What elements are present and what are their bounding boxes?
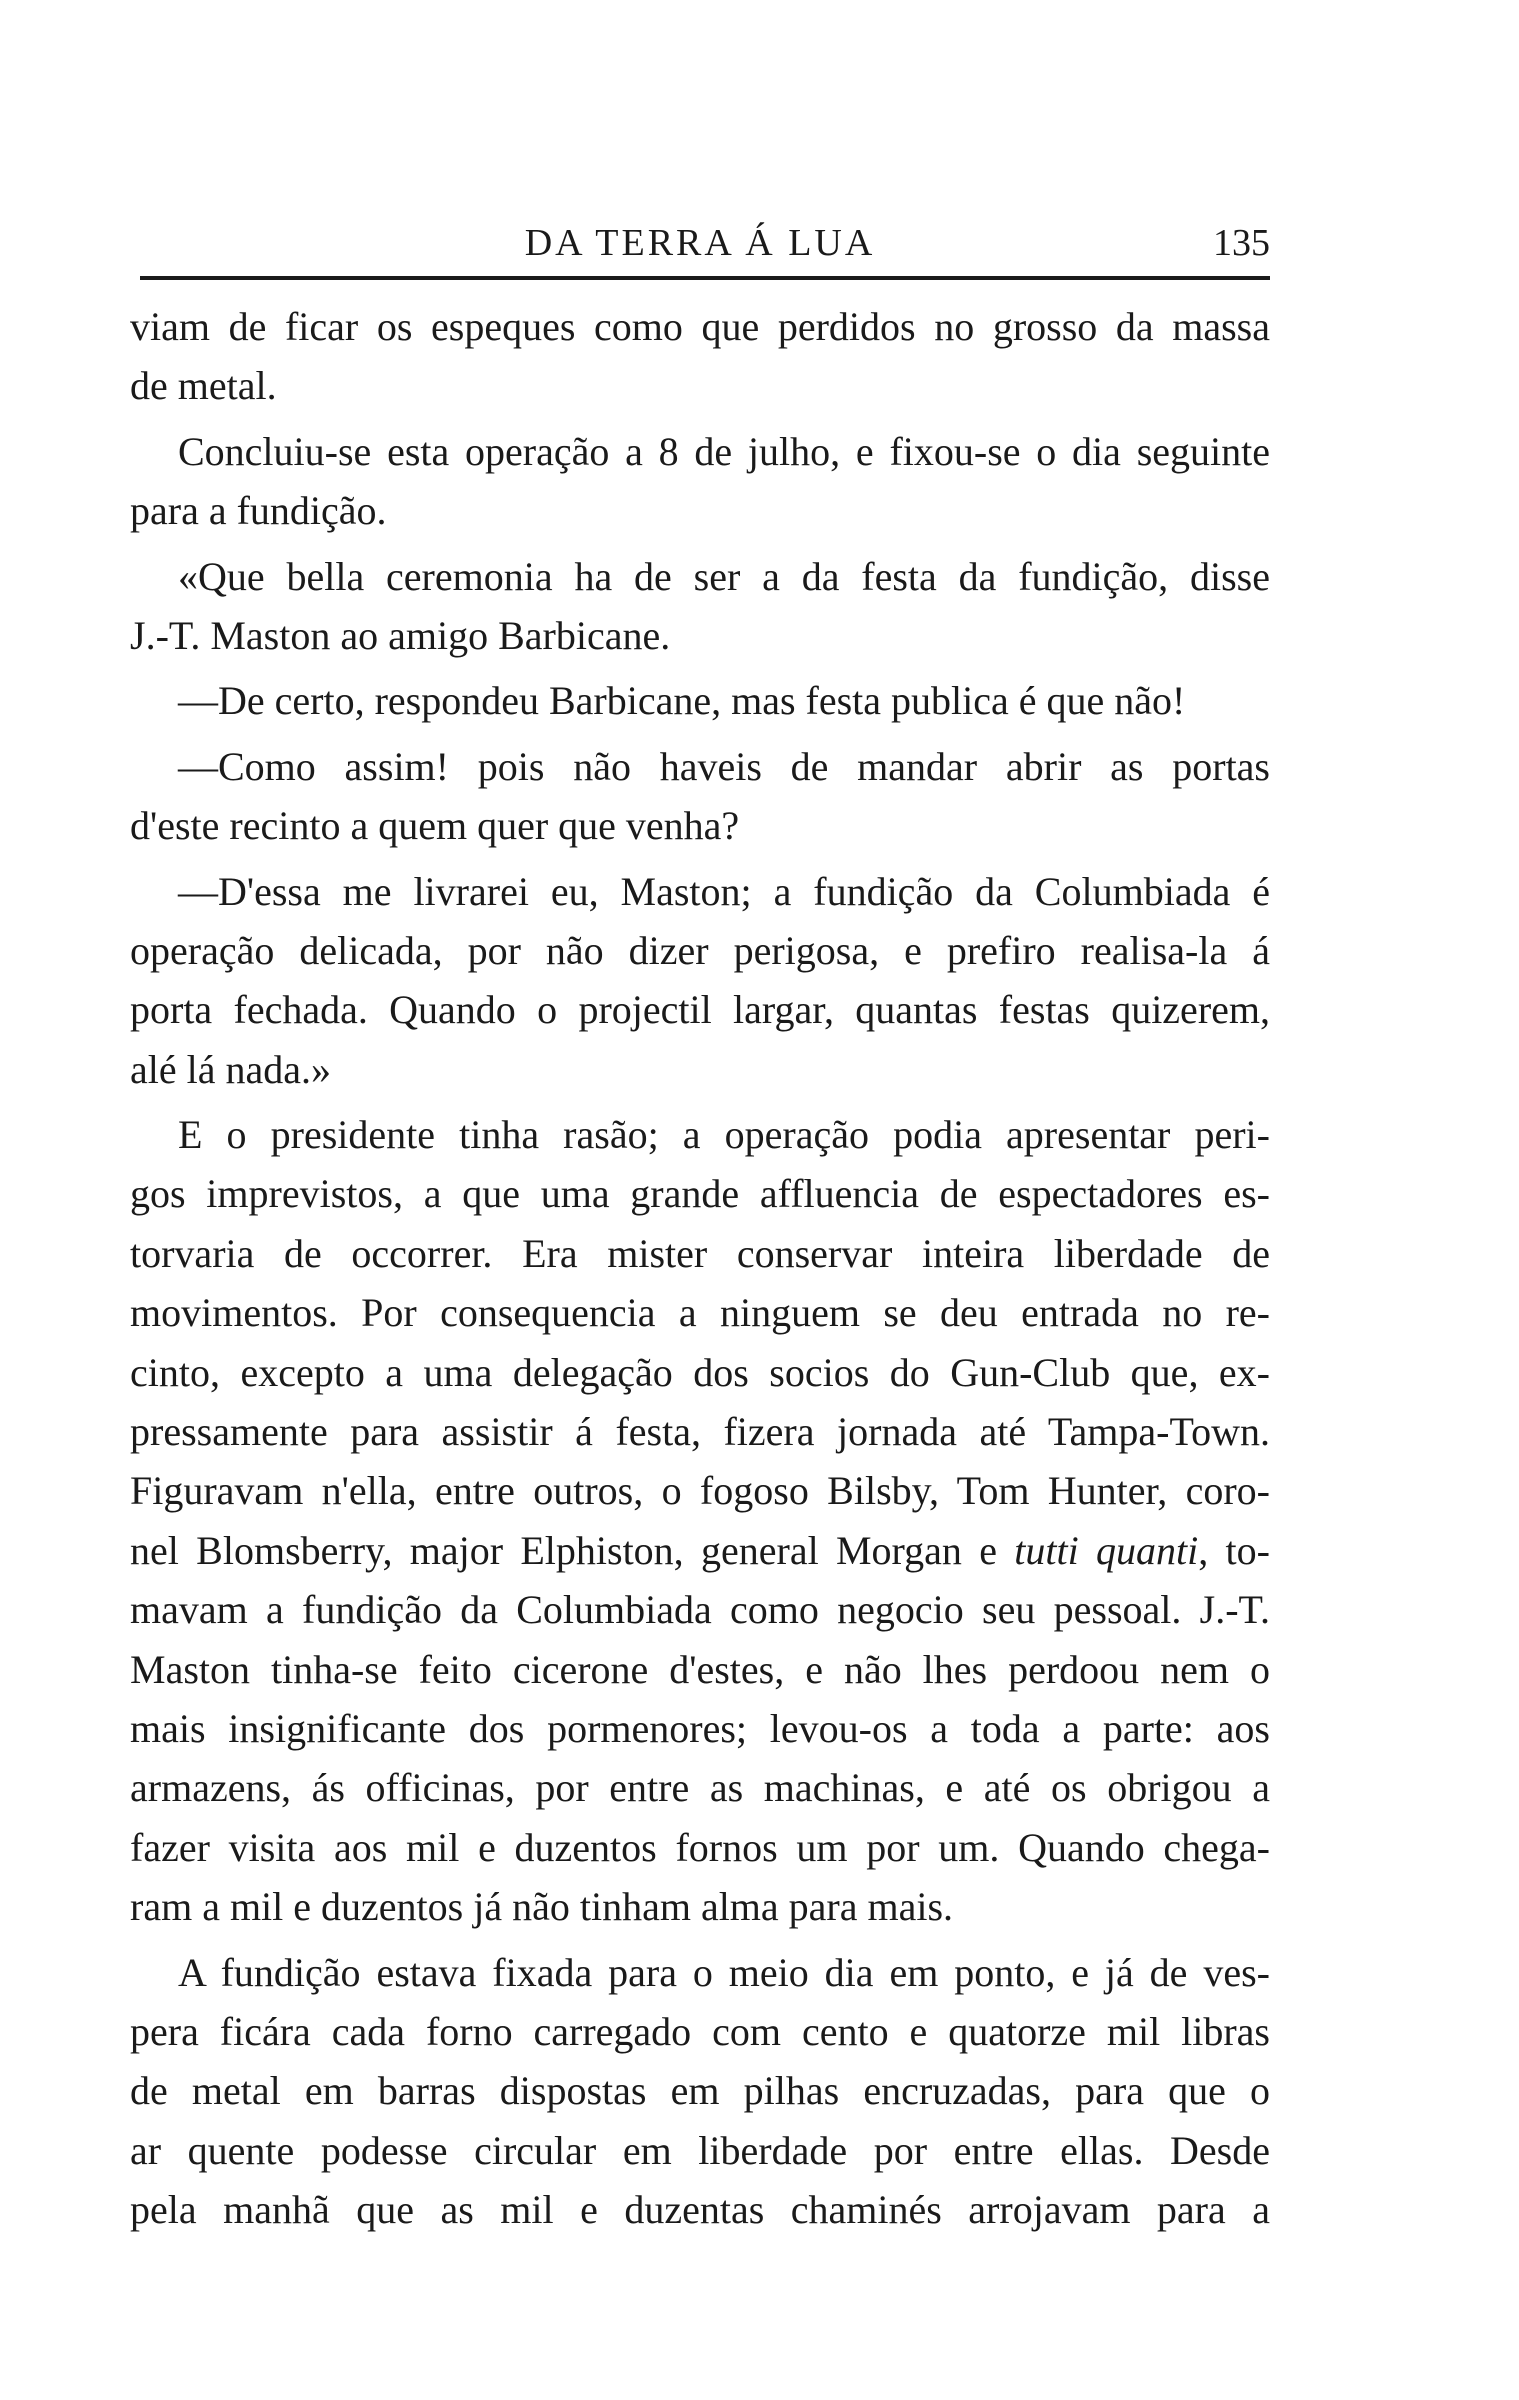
text-line: de metal. bbox=[130, 363, 277, 409]
header-rule bbox=[140, 276, 1270, 280]
page-header bbox=[130, 218, 1270, 268]
text-line: pressamente para assistir á festa, fizera jornada até Tampa-Town. bbox=[130, 1409, 1270, 1455]
page-number: 135 bbox=[1213, 222, 1270, 264]
running-title: DA TERRA Á LUA bbox=[524, 222, 876, 264]
text-line: fazer visita aos mil e duzentos fornos um por um. Quando chega- bbox=[130, 1824, 1270, 1870]
text-line: A fundição estava fixada para o meio dia em ponto, e já de ves- bbox=[178, 1949, 1270, 1995]
italic-phrase: tutti quanti bbox=[1014, 1527, 1199, 1573]
text-segment: nel Blomsberry, major Elphiston, general Morgan e bbox=[130, 1527, 1015, 1573]
text-line: pera ficára cada forno carregado com cento e quatorze mil libras bbox=[130, 2008, 1270, 2054]
text-line: ar quente podesse circular em liberdade por entre ellas. Desde bbox=[130, 2127, 1270, 2173]
text-line: Maston tinha-se feito cicerone d'estes, e não lhes perdoou nem o bbox=[130, 1646, 1270, 1692]
text-line: de metal em barras dispostas em pilhas encruzadas, para que o bbox=[130, 2068, 1270, 2114]
text-segment: , to- bbox=[1198, 1527, 1270, 1573]
text-line: —D'essa me livrarei eu, Maston; a fundição da Columbiada é bbox=[178, 868, 1270, 914]
text-line: d'este recinto a quem quer que venha? bbox=[130, 803, 740, 849]
text-line: gos imprevistos, a que uma grande affluencia de espectadores es- bbox=[130, 1171, 1270, 1217]
text-line: viam de ficar os espeques como que perdidos no grosso da massa bbox=[130, 304, 1270, 349]
text-line: ram a mil e duzentos já não tinham alma para mais. bbox=[130, 1884, 954, 1930]
text-line: mais insignificante dos pormenores; levou-os a toda a parte: aos bbox=[130, 1705, 1270, 1751]
text-line: operação delicada, por não dizer perigosa, e prefiro realisa-la á bbox=[130, 927, 1270, 973]
text-line: porta fechada. Quando o projectil largar, quantas festas quizerem, bbox=[130, 987, 1270, 1033]
text-line: E o presidente tinha rasão; a operação podia apresentar peri- bbox=[178, 1112, 1270, 1158]
text-line: movimentos. Por consequencia a ninguem se deu entrada no re- bbox=[130, 1290, 1270, 1336]
text-line: —De certo, respondeu Barbicane, mas festa publica é que não! bbox=[178, 678, 1186, 724]
text-line: Concluiu-se esta operação a 8 de julho, e fixou-se o dia seguinte bbox=[178, 428, 1270, 474]
text-line: —Como assim! pois não haveis de mandar abrir as portas bbox=[178, 743, 1270, 789]
text-line: para a fundição. bbox=[130, 488, 387, 534]
text-line: J.-T. Maston ao amigo Barbicane. bbox=[130, 612, 671, 658]
text-line: mavam a fundição da Columbiada como negocio seu pessoal. J.-T. bbox=[130, 1587, 1270, 1633]
text-line: pela manhã que as mil e duzentas chaminés arrojavam para a bbox=[130, 2187, 1270, 2233]
text-line: torvaria de occorrer. Era mister conservar inteira liberdade de bbox=[130, 1230, 1270, 1276]
body-text bbox=[130, 297, 1270, 2240]
text-line: «Que bella ceremonia ha de ser a da festa da fundição, disse bbox=[178, 553, 1270, 599]
text-line bbox=[130, 1521, 1270, 1580]
text-line: Figuravam n'ella, entre outros, o fogoso Bilsby, Tom Hunter, coro- bbox=[130, 1468, 1270, 1514]
text-line: alé lá nada.» bbox=[130, 1046, 331, 1092]
text-line: armazens, ás officinas, por entre as machinas, e até os obrigou a bbox=[130, 1765, 1270, 1811]
text-line: cinto, excepto a uma delegação dos socios do Gun-Club que, ex- bbox=[130, 1349, 1270, 1395]
